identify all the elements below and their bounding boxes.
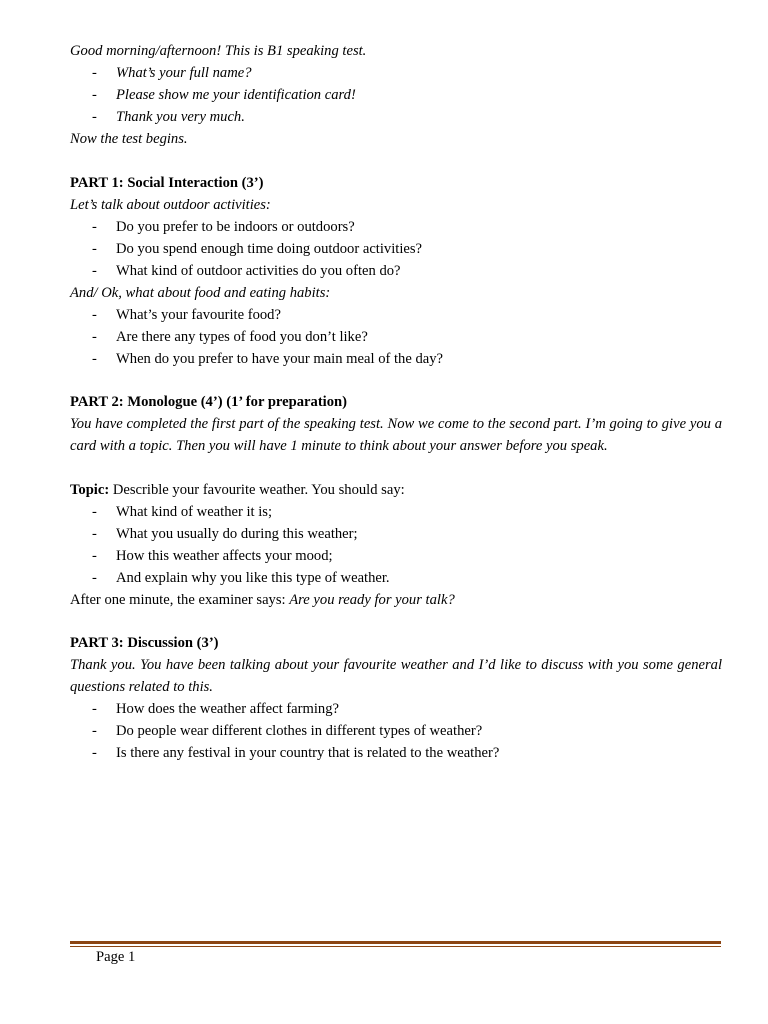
- bullet-dash: -: [92, 65, 97, 81]
- part1-question: - When do you prefer to have your main meal of the day?: [70, 348, 722, 370]
- intro-item: - What’s your full name?: [70, 62, 722, 84]
- greeting-line: Good morning/afternoon! This is B1 speaking test.: [70, 43, 367, 59]
- bullet-dash: -: [92, 350, 97, 367]
- intro-item: - Please show me your identification card!: [70, 84, 722, 106]
- test-begins-line: Now the test begins.: [70, 131, 188, 147]
- part2-topic-line: [70, 479, 722, 501]
- examiner-line: After one minute, the examiner says: Are you ready for your talk?: [70, 591, 455, 608]
- part3-question: - Do people wear different clothes in different types of weather?: [70, 720, 722, 742]
- topic-label: Topic:: [70, 481, 110, 498]
- part3-question: - How does the weather affect farming?: [70, 698, 722, 720]
- part2-point: - What kind of weather it is;: [70, 501, 722, 523]
- part1-prompt-outdoor: Let’s talk about outdoor activities:: [70, 196, 271, 213]
- bullet-dash: -: [92, 547, 97, 564]
- bullet-dash: -: [92, 745, 97, 761]
- bullet-dash: -: [92, 262, 97, 279]
- part1-question: - Are there any types of food you don’t like?: [70, 326, 722, 348]
- part2-point: - How this weather affects your mood;: [70, 545, 722, 567]
- bullet-dash: -: [92, 240, 97, 257]
- bullet-dash: -: [92, 109, 97, 125]
- bullet-dash: -: [92, 328, 97, 345]
- bullet-dash: -: [92, 525, 97, 542]
- bullet-dash: -: [92, 569, 97, 586]
- intro-item: - Thank you very much.: [70, 106, 722, 128]
- footer-rule-thin: [70, 946, 721, 947]
- bullet-dash: -: [92, 87, 97, 103]
- part2-point: - And explain why you like this type of weather.: [70, 567, 722, 589]
- part3-question: - Is there any festival in your country that is related to the weather?: [70, 742, 722, 764]
- part1-question: - What kind of outdoor activities do you often do?: [70, 260, 722, 282]
- part1-question: - Do you spend enough time doing outdoor activities?: [70, 238, 722, 260]
- footer-rule: [70, 941, 721, 944]
- part2-instructions: You have completed the first part of the speaking test. Now we come to the second part. I’m going to give you a card with a topic. Then you will have 1 minute to think about your answer before you speak.: [70, 416, 722, 454]
- topic-text: Describle your favourite weather. You should say:: [109, 481, 405, 498]
- part3-heading: PART 3: Discussion (3’): [70, 635, 219, 651]
- bullet-dash: -: [92, 723, 97, 739]
- bullet-dash: -: [92, 701, 97, 717]
- part2-point: - What you usually do during this weather;: [70, 523, 722, 545]
- page-number: Page 1: [96, 949, 136, 965]
- part3-instructions: Thank you. You have been talking about your favourite weather and I’d like to discuss with you some general questions related to this.: [70, 657, 722, 695]
- part1-heading: PART 1: Social Interaction (3’): [70, 174, 264, 191]
- bullet-dash: -: [92, 218, 97, 235]
- bullet-dash: -: [92, 306, 97, 323]
- document-body: [70, 40, 722, 764]
- bullet-dash: -: [92, 503, 97, 520]
- part1-prompt-food: And/ Ok, what about food and eating habits:: [70, 284, 331, 301]
- part1-question: - Do you prefer to be indoors or outdoors?: [70, 216, 722, 238]
- part2-heading: PART 2: Monologue (4’) (1’ for preparation): [70, 394, 348, 410]
- part1-question: - What’s your favourite food?: [70, 304, 722, 326]
